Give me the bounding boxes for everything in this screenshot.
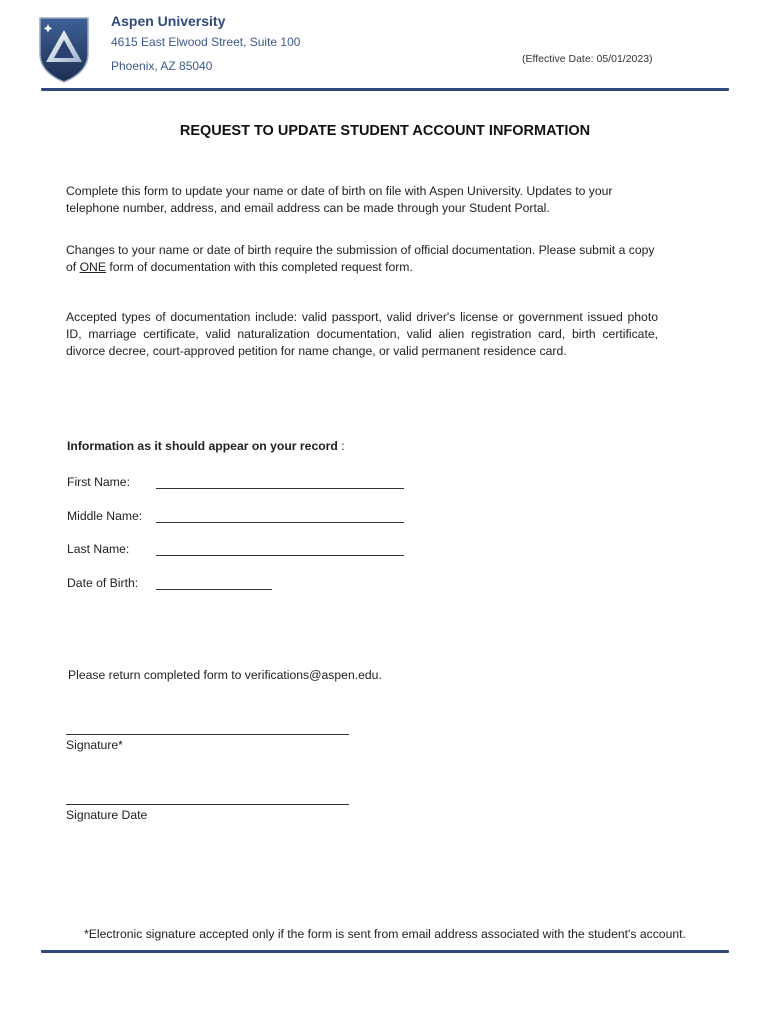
doc-text-before: Changes to your name or date of birth require the submission of official documentation. Please submit a copy of [66, 243, 655, 274]
last-name-field[interactable] [156, 555, 404, 556]
info-heading-text: Information as it should appear on your record [67, 439, 338, 453]
middle-name-field[interactable] [156, 522, 404, 523]
form-title: REQUEST TO UPDATE STUDENT ACCOUNT INFORMATION [179, 123, 591, 139]
first-name-field[interactable] [156, 488, 404, 489]
date-of-birth-label: Date of Birth: [67, 576, 139, 590]
doc-emphasis: ONE [79, 260, 106, 274]
signature-date-label: Signature Date [66, 808, 148, 822]
info-heading [67, 439, 345, 453]
doc-text-after: form of documentation with this completed request form. [105, 260, 413, 274]
date-of-birth-field[interactable] [156, 589, 272, 590]
signature-field[interactable] [66, 734, 349, 735]
signature-label: Signature* [66, 738, 123, 752]
header-divider [41, 88, 729, 91]
accepted-documents-paragraph: Accepted types of documentation include: valid passport, valid driver's license or government issued photo ID, marriage certificate, valid naturalization documentation, valid alien registration card, birth certificate, divorce decree, court-approved petition for name change, or valid permanent residence card. [66, 310, 658, 358]
first-name-label: First Name: [67, 475, 130, 489]
university-name: Aspen University [111, 13, 226, 29]
address-line-2: Phoenix, AZ 85040 [111, 59, 213, 73]
address-line-1: 4615 East Elwood Street, Suite 100 [111, 35, 301, 49]
middle-name-label: Middle Name: [67, 509, 143, 523]
info-heading-suffix: : [337, 439, 345, 453]
signature-date-field[interactable] [66, 804, 349, 805]
aspen-university-logo [36, 14, 92, 84]
footer-divider [41, 950, 729, 953]
return-instructions: Please return completed form to verifications@aspen.edu. [68, 668, 382, 682]
electronic-signature-note: *Electronic signature accepted only if the form is sent from email address associated with the student's account. [84, 927, 686, 941]
effective-date: (Effective Date: 05/01/2023) [522, 53, 653, 65]
last-name-label: Last Name: [67, 542, 130, 556]
documentation-paragraph [66, 242, 666, 276]
intro-paragraph: Complete this form to update your name or date of birth on file with Aspen University. Updates to your telephone number, address, and email address can be made through your Student Portal. [66, 184, 613, 215]
